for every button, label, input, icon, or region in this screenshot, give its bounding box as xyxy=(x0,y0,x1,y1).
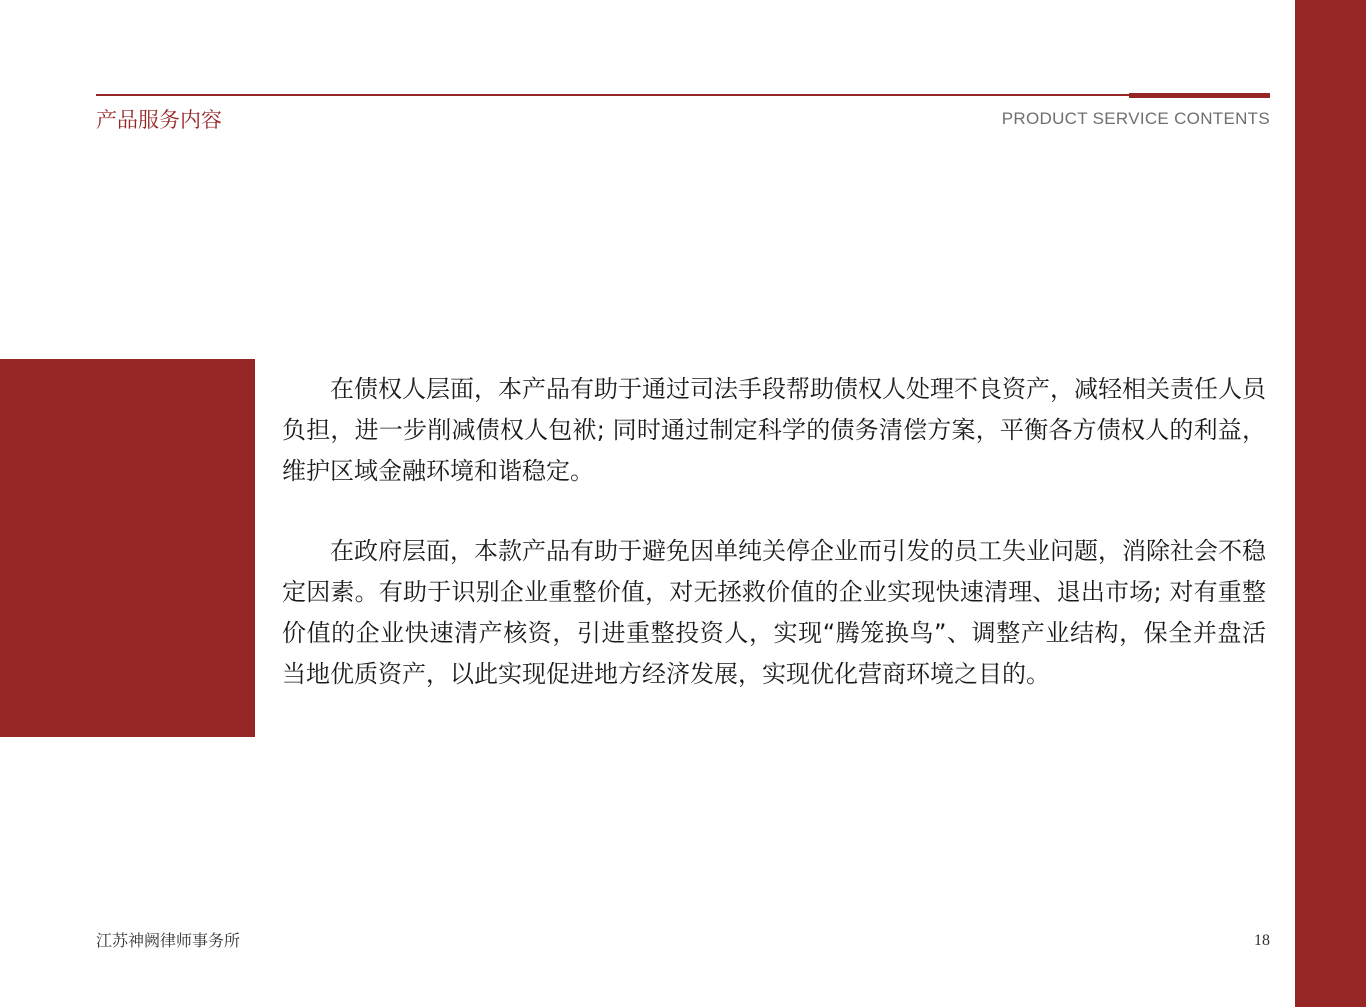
right-edge-bar xyxy=(1295,0,1366,1007)
footer-firm-name: 江苏神阙律师事务所 xyxy=(96,931,241,950)
paragraph-government: 在政府层面，本款产品有助于避免因单纯关停企业而引发的员工失业问题，消除社会不稳定因素。有助于识别企业重整价值，对无拯救价值的企业实现快速清理、退出市场; 对有重整价值的企业快速清产核资，引进重整投资人，实现“腾笼换鸟”、调整产业结构，保全并盘活当地优质资产，以此实现促进地方经济发展，实现优化营商环境之目的。 xyxy=(282,537,1266,688)
body-text xyxy=(282,369,1266,695)
page-number: 18 xyxy=(1254,932,1270,949)
header-rule-accent xyxy=(1129,93,1270,98)
paragraph-creditor: 在债权人层面，本产品有助于通过司法手段帮助债权人处理不良资产，减轻相关责任人员负担，进一步削减债权人包袱; 同时通过制定科学的债务清偿方案，平衡各方债权人的利益，维护区域金融环境和谐稳定。 xyxy=(282,375,1266,485)
section-title: 产品服务内容 xyxy=(96,108,222,132)
header-rule xyxy=(96,94,1270,96)
left-accent-block xyxy=(0,359,255,737)
section-title-english: PRODUCT SERVICE CONTENTS xyxy=(1001,109,1270,128)
